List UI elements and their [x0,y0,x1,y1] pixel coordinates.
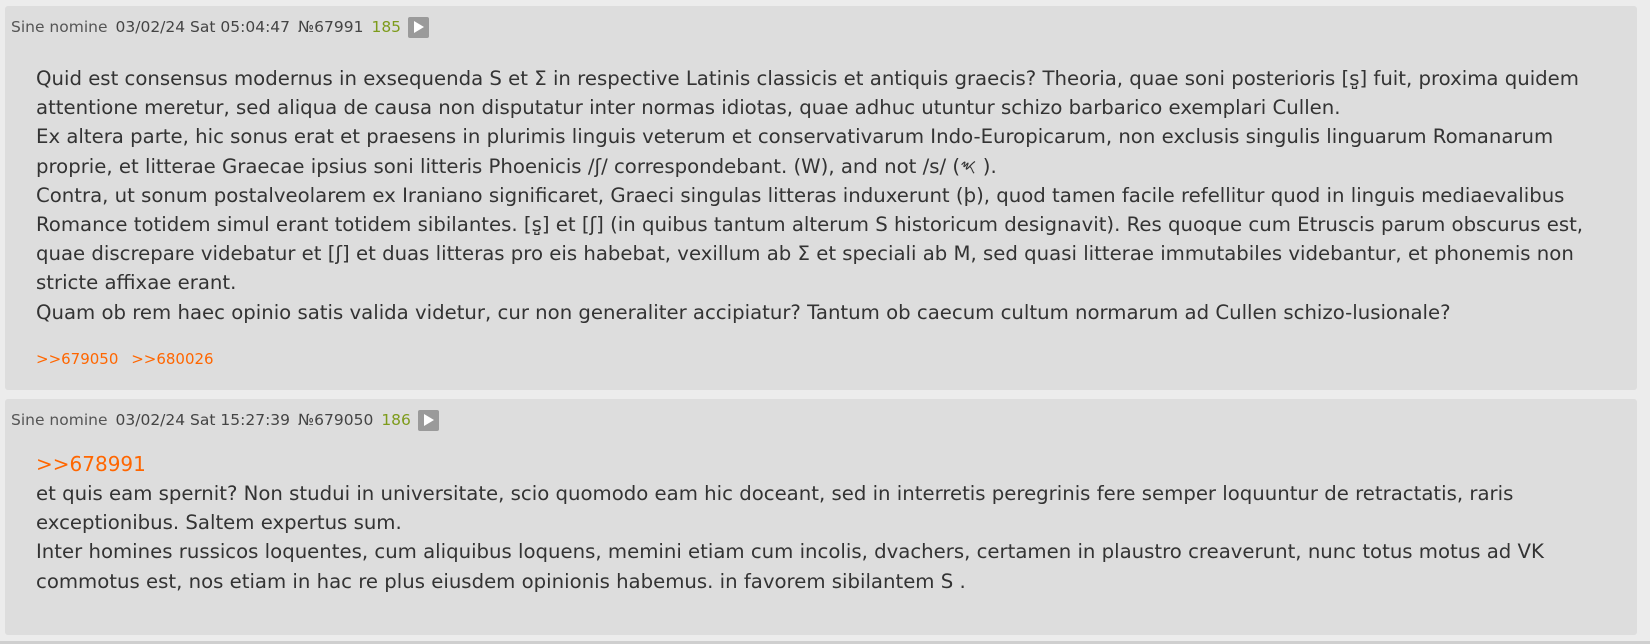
message-paragraph: Ex altera parte, hic sonus erat et praesens in plurimis linguis veterum et conservativarum Indo-Europicarum, non exclusis singulis linguarum Romanarum proprie, et litterae Graecae ipsius soni litteris Phoenicis /ʃ/ correspondebant. (W), and not /s/ (𐤎 ). [36,125,1554,178]
post-datetime: 03/02/24 Sat 05:04:47 [115,18,291,36]
message-paragraph: Contra, ut sonum postalveolarem ex Iraniano significaret, Graeci singulas litteras induxerunt (þ), quod tamen facile refellitur quod in linguis mediaevalibus Romance totidem simul erant totidem sibilantes. [s̺] et [ʃ] (in quibus tantum alterum S historicum designavit). Res quoque cum Etruscis parum obscurus est, quae discrepare videbatur et [ʃ] et duas litteras pro eis habebat, vexillum ab Σ et speciali ab M, sed quasi litterae immutabiles videbantur, et phonemis non stricte affixae erant. [36,183,1584,295]
post-number[interactable]: №67991 [298,18,364,36]
play-icon [413,21,424,33]
post-header [11,408,447,432]
post-number[interactable]: №679050 [298,411,374,429]
post-message [36,450,1609,596]
post-count: 186 [381,411,411,429]
message-paragraph: et quis eam spernit? Non studui in universitate, scio quomodo eam hic doceant, sed in interretis peregrinis fere semper loquuntur de retractatis, raris exceptionibus. Saltem expertus sum. [36,482,1514,535]
post-count: 185 [371,18,402,36]
reply-links [36,350,222,368]
expand-button[interactable] [408,17,429,38]
post-datetime: 03/02/24 Sat 15:27:39 [115,411,291,429]
message-paragraph: Inter homines russicos loquentes, cum aliquibus loquens, memini etiam cum incolis, dvachers, certamen in plaustro creaverunt, nunc totus motus ad VK commotus est, nos etiam in hac re plus eiusdem opinionis habemus. in favorem sibilantem S . [36,540,1544,593]
post-author: Sine nomine [11,411,108,429]
post [5,6,1637,390]
post-message [36,64,1609,327]
expand-button[interactable] [418,410,439,431]
post [5,399,1637,635]
message-paragraph: Quam ob rem haec opinio satis valida videtur, cur non generaliter accipiatur? Tantum ob caecum cultum normarum ad Cullen schizo-lusionale? [36,300,1451,324]
message-paragraph: Quid est consensus modernus in exsequenda S et Σ in respective Latinis classicis et antiquis graecis? Theoria, quae soni posterioris [s̺] fuit, proxima quidem attentione meretur, sed aliqua de causa non disputatur inter normas idiotas, quae adhuc utuntur schizo barbarico exemplari Cullen. [36,67,1579,120]
reply-link[interactable]: >>679050 [36,350,119,368]
reply-link[interactable]: >>680026 [131,350,214,368]
play-icon [423,414,434,426]
post-author: Sine nomine [11,18,108,36]
quote-link[interactable]: >>678991 [36,452,146,476]
post-header [11,15,437,39]
